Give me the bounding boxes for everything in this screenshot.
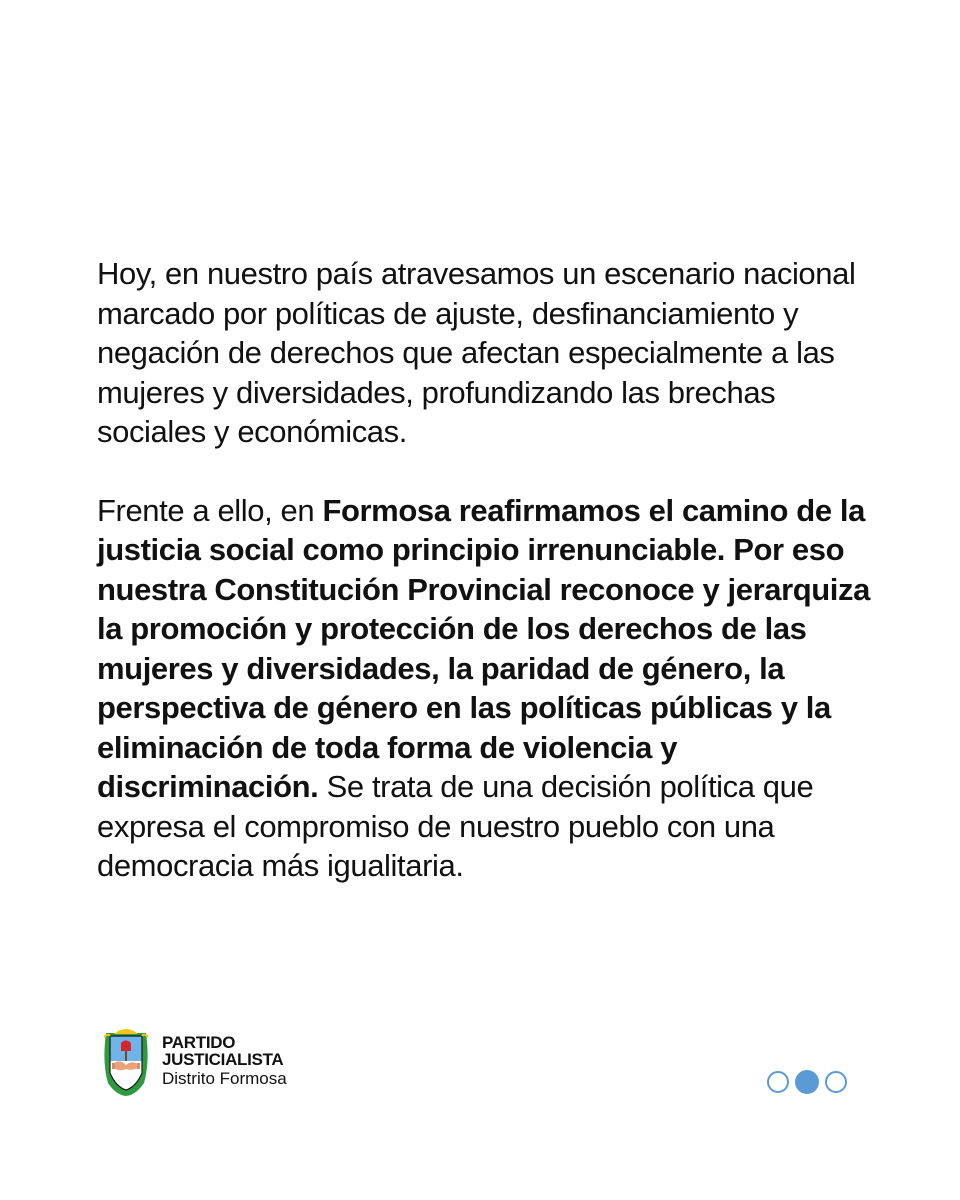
paragraph-context: Hoy, en nuestro país atravesamos un escenario nacional marcado por políticas de ajuste, desfinanciamiento y negación de derechos que afectan especialmente a las mujeres y diversidades, profundizando las brechas sociales y económicas. — [97, 256, 856, 449]
paragraph-formosa-lead: Frente a ello, en — [97, 492, 323, 528]
pagination-dot-3[interactable] — [825, 1071, 847, 1093]
peronist-shield-icon — [100, 1027, 152, 1097]
pagination-dot-1[interactable] — [767, 1071, 789, 1093]
brand-text — [162, 1034, 287, 1090]
paragraph-formosa-bold: Formosa reafirmamos el camino de la justicia social como principio irrenunciable. Por eso nuestra Constitución Provincial reconoce y jerarquiza la promoción y protección de los derechos de las mujeres y diversidades, la paridad de género, la perspectiva de género en las políticas públicas y la eliminación de toda forma de violencia y discriminación. — [97, 492, 870, 804]
party-brand — [100, 1027, 287, 1097]
pagination-dot-2-active[interactable] — [795, 1070, 819, 1094]
brand-name-line1: PARTIDO — [162, 1033, 236, 1052]
body-text — [97, 254, 887, 886]
brand-name-line2: JUSTICIALISTA — [162, 1050, 284, 1069]
brand-district: Distrito Formosa — [162, 1069, 287, 1088]
paragraph-formosa-tail: Se trata de una decisión política que expresa el compromiso de nuestro pueblo con una democracia más igualitaria. — [97, 769, 814, 883]
carousel-pagination — [767, 1071, 847, 1094]
paragraph-formosa — [97, 491, 887, 886]
